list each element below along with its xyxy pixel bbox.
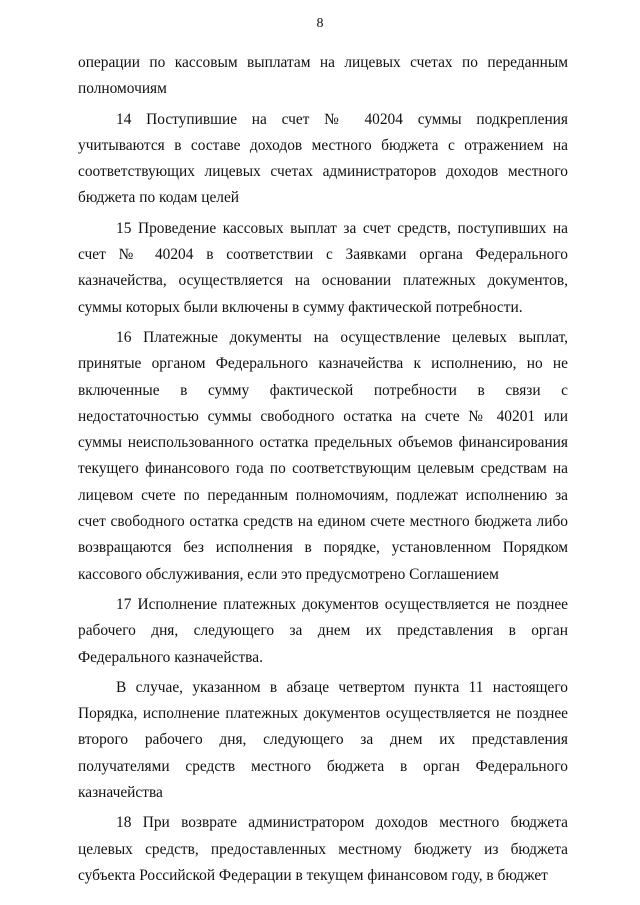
paragraph-14: 14 Поступившие на счет № 40204 суммы подкрепления учитываются в составе доходов местного бюджета с отражением на соответствующих лицевых счетах администраторов доходов местного бюджета по кодам целей	[78, 110, 568, 207]
paragraph-17: 17 Исполнение платежных документов осуществляется не позднее рабочего дня, следующего за днем их представления в орган Федерального казначейства.	[78, 595, 568, 666]
paragraph-continuation: операции по кассовым выплатам на лицевых счетах по переданным полномочиям	[78, 54, 568, 98]
document-body	[78, 50, 568, 889]
paragraph-17-case: В случае, указанном в абзаце четвертом пункта 11 настоящего Порядка, исполнение платежных документов осуществляется не позднее второго рабочего дня, следующего за днем их представления получателями средств местного бюджета в орган Федерального казначейства	[78, 678, 568, 802]
paragraph-15: 15 Проведение кассовых выплат за счет средств, поступивших на счет № 40204 в соответствии с Заявками органа Федерального казначейства, осуществляется на основании платежных документов, суммы которых были включены в сумму фактической потребности.	[78, 219, 568, 316]
paragraph-18: 18 При возврате администратором доходов местного бюджета целевых средств, предоставленных местному бюджету из бюджета субъекта Российской Федерации в текущем финансовом году, в бюджет	[78, 814, 568, 884]
paragraph-16: 16 Платежные документы на осуществление целевых выплат, принятые органом Федерального казначейства к исполнению, но не включенные в сумму фактической потребности в связи с недостаточностью суммы свободного остатка на счете № 40201 или суммы неиспользованного остатка предельных объемов финансирования текущего финансового года по соответствующим целевым средствам на лицевом счете по переданным полномочиям, подлежат исполнению за счет свободного остатка средств на едином счете местного бюджета либо возвращаются без исполнения в порядке, установленном Порядком кассового обслуживания, если это предусмотрено Соглашением	[78, 328, 568, 583]
page-number: 8	[316, 16, 324, 31]
